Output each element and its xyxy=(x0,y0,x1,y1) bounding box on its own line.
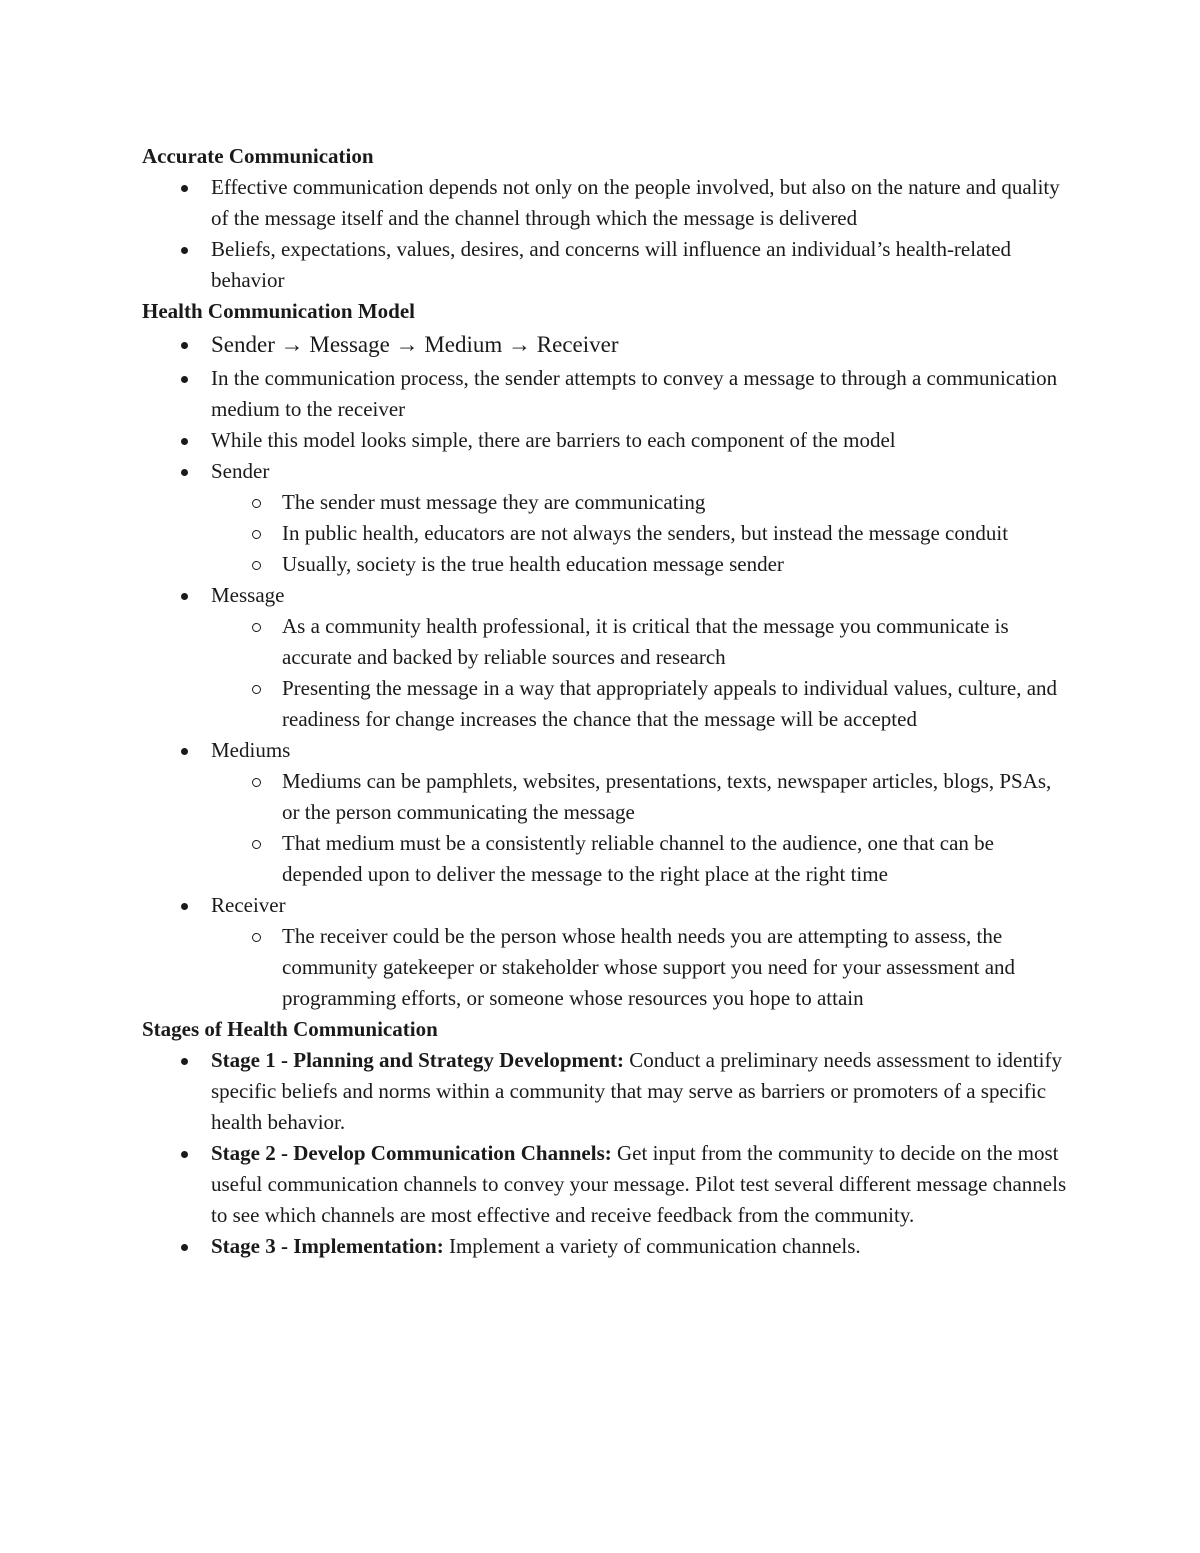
stage-item xyxy=(142,1231,1072,1262)
stage-title: Stage 2 - Develop Communication Channels: xyxy=(211,1141,612,1165)
component-message xyxy=(142,580,1072,611)
stage-text: Implement a variety of communication channels. xyxy=(443,1234,861,1258)
section-heading-stages: Stages of Health Communication xyxy=(142,1017,438,1041)
component-label: Message xyxy=(211,583,285,607)
component-mediums xyxy=(142,735,1072,766)
list-item: Beliefs, expectations, values, desires, and concerns will influence an individual’s health-related behavior xyxy=(142,234,1072,296)
list-item: While this model looks simple, there are barriers to each component of the model xyxy=(142,425,1072,456)
sub-list-item: Presenting the message in a way that appropriately appeals to individual values, culture, and readiness for change increases the chance that the message will be accepted xyxy=(142,673,1072,735)
list-item: In the communication process, the sender attempts to convey a message to through a communication medium to the receiver xyxy=(142,363,1072,425)
stage-text: Get input from the community to decide on the most useful communication channels to convey your message. Pilot test several different message channels to see which channels are most effective and receive feedback from the community. xyxy=(211,1141,1067,1227)
stage-text: Conduct a preliminary needs assessment to identify specific beliefs and norms within a community that may serve as barriers or promoters of a specific health behavior. xyxy=(211,1048,1062,1134)
sub-list-item: Usually, society is the true health education message sender xyxy=(142,549,1072,580)
stage-item xyxy=(142,1138,1072,1231)
component-label: Sender xyxy=(211,459,270,483)
sub-list-item: Mediums can be pamphlets, websites, presentations, texts, newspaper articles, blogs, PSAs, or the person communicating the message xyxy=(142,766,1072,828)
list-item: Effective communication depends not only on the people involved, but also on the nature and quality of the message itself and the channel through which the message is delivered xyxy=(142,172,1072,234)
component-label: Receiver xyxy=(211,893,286,917)
model-flow-item: Sender → Message → Medium → Receiver xyxy=(142,327,1072,363)
bullet-list xyxy=(142,327,1072,1014)
section-heading-accurate-communication: Accurate Communication xyxy=(142,144,374,168)
sub-list-item: The receiver could be the person whose health needs you are attempting to assess, the community gatekeeper or stakeholder whose support you need for your assessment and programming efforts, or someone whose resources you hope to attain xyxy=(142,921,1072,1014)
sub-list-item: That medium must be a consistently reliable channel to the audience, one that can be depended upon to deliver the message to the right place at the right time xyxy=(142,828,1072,890)
component-label: Mediums xyxy=(211,738,291,762)
component-receiver xyxy=(142,890,1072,921)
stage-title: Stage 1 - Planning and Strategy Development: xyxy=(211,1048,624,1072)
bullet-list xyxy=(142,172,1072,296)
component-sender xyxy=(142,456,1072,487)
section-heading-health-communication-model: Health Communication Model xyxy=(142,299,415,323)
document-page xyxy=(142,141,1072,1262)
sub-list-item: In public health, educators are not always the senders, but instead the message conduit xyxy=(142,518,1072,549)
sub-list-item: The sender must message they are communicating xyxy=(142,487,1072,518)
stage-title: Stage 3 - Implementation: xyxy=(211,1234,444,1258)
stage-item xyxy=(142,1045,1072,1138)
bullet-list xyxy=(142,1045,1072,1262)
sub-list-item: As a community health professional, it is critical that the message you communicate is accurate and backed by reliable sources and research xyxy=(142,611,1072,673)
